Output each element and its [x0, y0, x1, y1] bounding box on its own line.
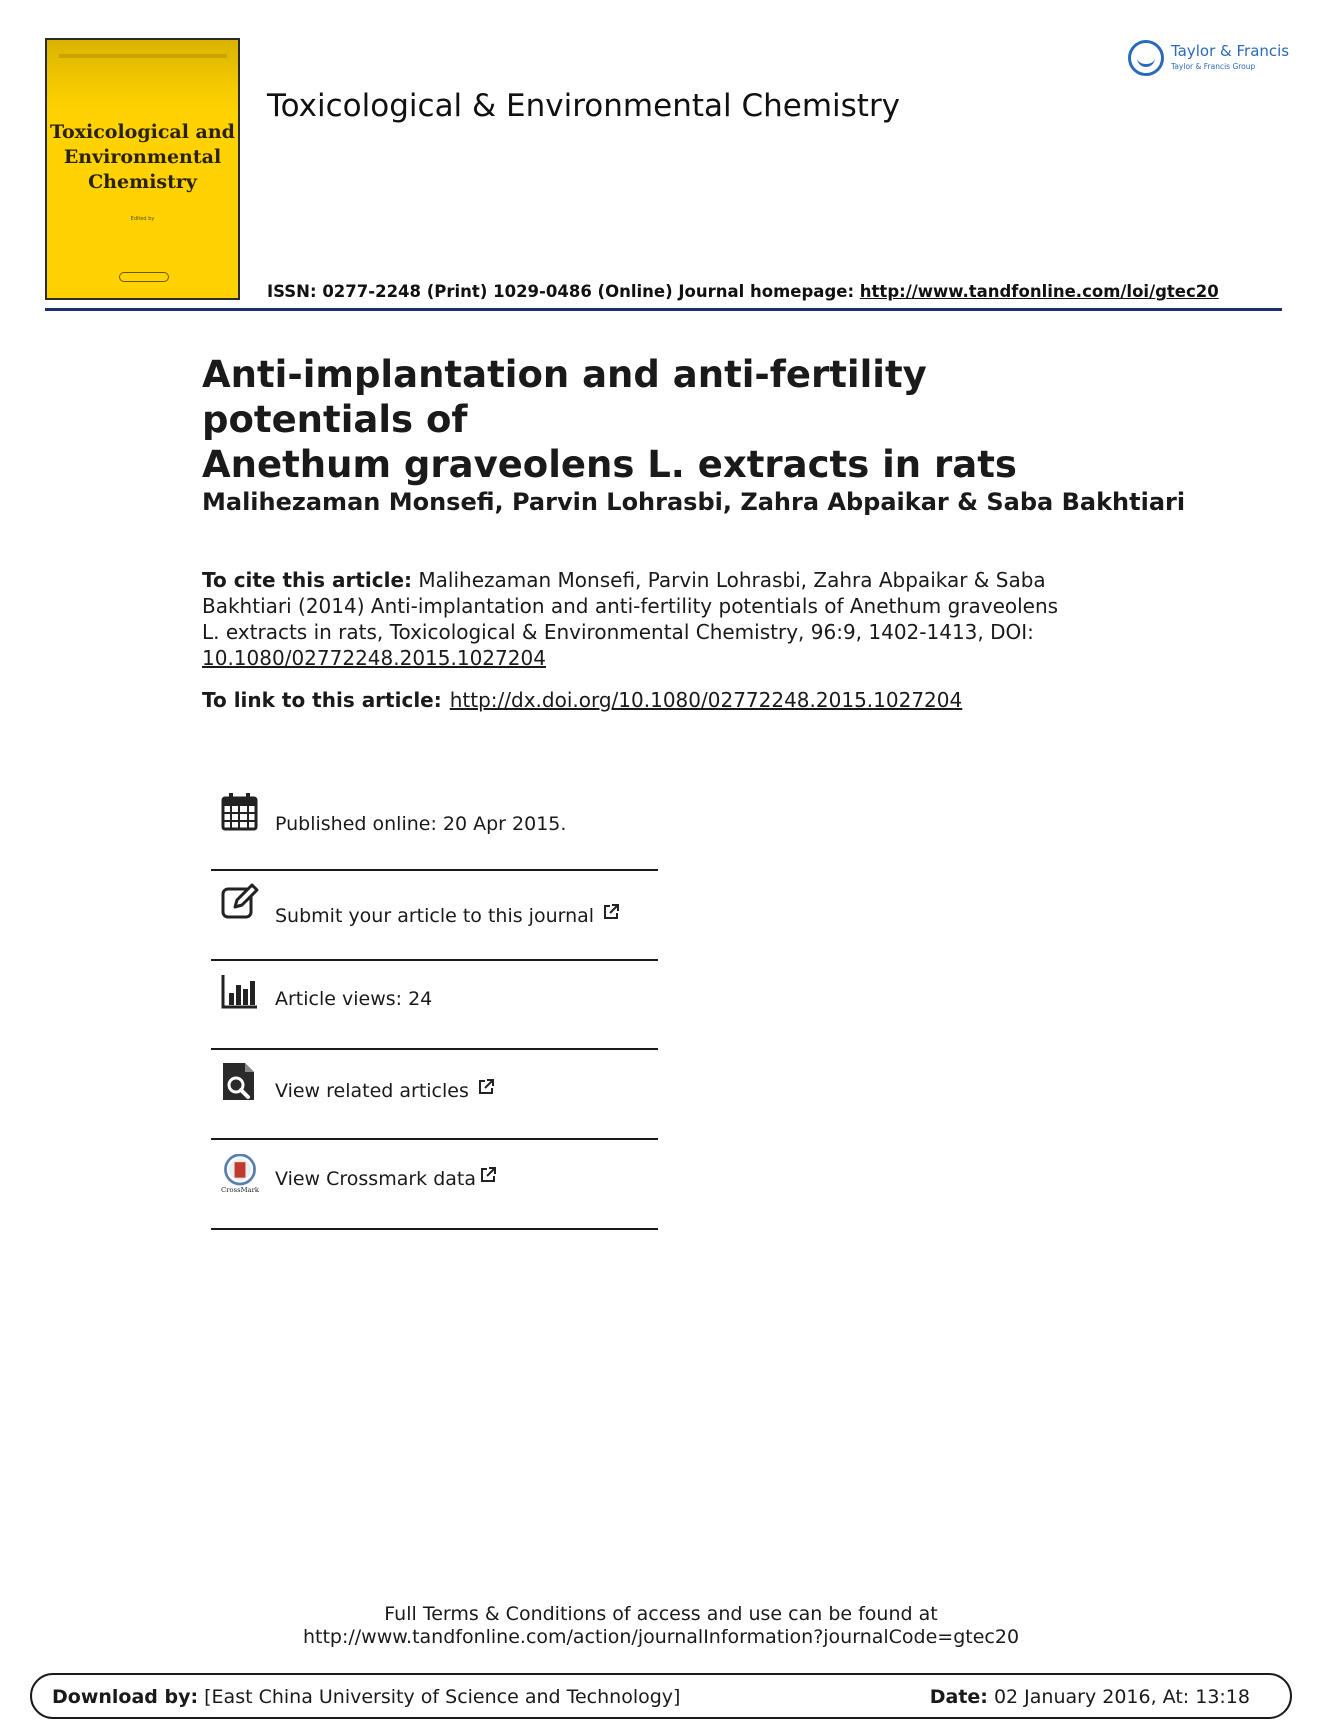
external-link-icon	[477, 1078, 495, 1096]
related-articles-link[interactable]	[275, 1078, 495, 1102]
article-views-row	[211, 961, 658, 1050]
edit-icon	[221, 881, 259, 921]
terms-url[interactable]: http://www.tandfonline.com/action/journalInformation?journalCode=gtec20	[302, 1626, 1020, 1648]
article-title	[202, 352, 1122, 487]
journal-title: Toxicological & Environmental Chemistry	[267, 88, 901, 124]
download-value: [East China University of Science and Technology]	[198, 1686, 681, 1708]
related-articles-text: View related articles	[275, 1080, 469, 1102]
terms-line-1: Full Terms & Conditions of access and use can be found at	[384, 1603, 938, 1625]
journal-cover-image	[45, 38, 240, 300]
cite-line-2: Bakhtiari (2014) Anti-implantation and anti-fertility potentials of Anethum graveolens	[202, 594, 1059, 618]
calendar-icon	[221, 792, 259, 832]
cite-line-3: L. extracts in rats, Toxicological & Environmental Chemistry, 96:9, 1402-1413, DOI:	[202, 620, 1034, 644]
published-text: Published online: 20 Apr 2015.	[275, 813, 567, 835]
publisher-name: Taylor & Francis	[1171, 42, 1290, 60]
external-link-icon	[479, 1166, 497, 1184]
cover-publisher-logo	[119, 272, 169, 282]
article-doi-link[interactable]: http://dx.doi.org/10.1080/02772248.2015.1027204	[449, 688, 963, 712]
cover-title-line-3: Chemistry	[88, 171, 197, 193]
bar-chart-icon	[221, 973, 259, 1013]
publisher-group: Taylor & Francis Group	[1171, 62, 1256, 71]
taylor-francis-lamp-icon	[1128, 40, 1164, 76]
download-by	[52, 1686, 680, 1708]
cite-line-1: Malihezaman Monsefi, Parvin Lohrasbi, Zahra Abpaikar & Saba	[412, 568, 1046, 592]
crossmark-text: View Crossmark data	[275, 1168, 477, 1190]
cite-doi-link[interactable]: 10.1080/02772248.2015.1027204	[202, 646, 546, 670]
date-label: Date:	[929, 1686, 988, 1708]
cover-header-band	[47, 40, 238, 112]
article-authors: Malihezaman Monsefi, Parvin Lohrasbi, Zahra Abpaikar & Saba Bakhtiari	[202, 488, 1186, 516]
cover-title-line-2: Environmental	[63, 146, 222, 168]
article-title-line-2: Anethum graveolens L. extracts in rats	[202, 443, 1017, 486]
crossmark-logo-text: CrossMark	[221, 1186, 259, 1194]
issn-text: ISSN: 0277-2248 (Print) 1029-0486 (Online) Journal homepage:	[267, 282, 860, 301]
crossmark-row[interactable]	[211, 1140, 658, 1230]
cover-edited-by: Edited by	[130, 216, 155, 222]
link-label: To link to this article:	[202, 688, 442, 712]
date-value: 02 January 2016, At: 13:18	[987, 1686, 1250, 1708]
download-date	[930, 1686, 1250, 1708]
terms-and-conditions	[0, 1603, 1322, 1649]
article-views-text: Article views: 24	[275, 988, 433, 1010]
related-articles-row[interactable]	[211, 1050, 658, 1140]
cite-label: To cite this article:	[202, 568, 413, 592]
issn-line	[267, 282, 1219, 301]
header-rule	[45, 308, 1282, 311]
download-label: Download by:	[52, 1686, 199, 1708]
submit-article-row[interactable]	[211, 871, 658, 961]
taylor-francis-logo[interactable]	[1128, 38, 1290, 78]
article-info-list	[211, 782, 658, 1230]
crossmark-link[interactable]	[275, 1166, 497, 1190]
submit-article-link[interactable]	[275, 903, 620, 927]
search-document-icon	[221, 1062, 259, 1102]
external-link-icon	[602, 903, 620, 921]
cover-title-line-1: Toxicological and	[50, 121, 235, 143]
article-title-line-1: Anti-implantation and anti-fertility potentials of	[202, 353, 927, 441]
citation-block	[202, 567, 1082, 671]
download-info-bar	[30, 1673, 1292, 1719]
journal-homepage-link[interactable]: http://www.tandfonline.com/loi/gtec20	[859, 282, 1219, 301]
cover-title	[47, 120, 238, 195]
submit-article-text: Submit your article to this journal	[275, 905, 595, 927]
cover-volume-strip	[59, 54, 227, 58]
link-line	[202, 688, 962, 712]
crossmark-icon	[221, 1154, 259, 1194]
published-row	[211, 782, 658, 871]
